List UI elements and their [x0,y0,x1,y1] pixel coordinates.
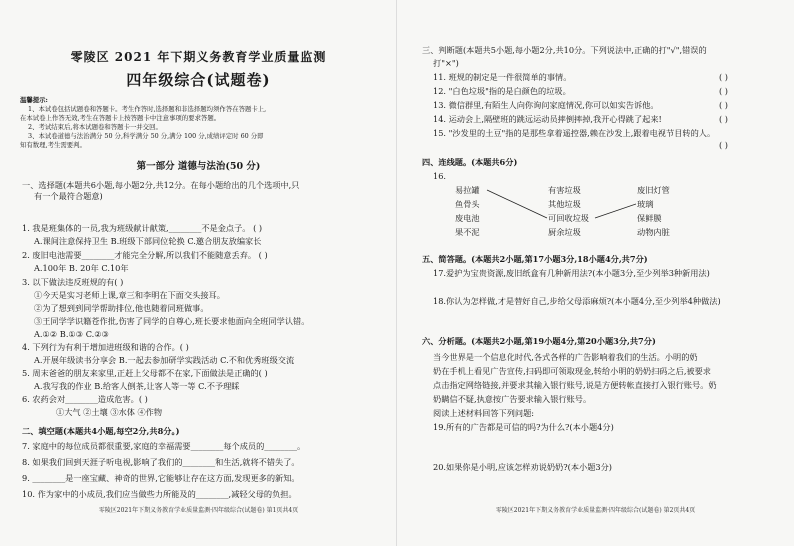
match-mid-item: 其他垃圾 [548,199,581,209]
page-footer: 零陵区2021年下期义务教育学业质量监测·四年级综合(试题卷) 第1页共4页 [98,507,299,514]
question-11: 11. 班规的制定是一件很简单的事情。 [433,72,572,82]
question-10: 10. 作为家中的小成员,我们应当做些力所能及的________,减轻父母的负担。 [22,489,297,499]
question-4: 4. 下列行为有利于增加进班级和谐的合作。( ) [22,342,189,352]
part-title: 第一部分 道德与法治(50 分) [136,161,261,172]
section-heading: 五、简答题。(本题共2小题,第17小题3分,18小题4分,共7分) [422,254,648,264]
notice-title: 温馨提示: [20,96,48,104]
match-left-item: 废电池 [455,213,480,223]
exam-title: 四年级综合(试题卷) [126,71,271,89]
section-heading: 六、分析题。(本题共2小题,第19小题4分,第20小题3分,共7分) [422,336,656,346]
question-8: 8. 如果我们回到天涯子听电视,影响了我们的________和生活,就将不错失了。 [22,457,300,467]
section-heading: 一、选择题(本题共6小题,每小题2分,共12分。在每小题给出的几个选项中,只 [22,180,300,190]
passage-line: 奶瞒信不疑,执意按广告要求输入银行账号。 [433,394,592,404]
question-17: 17.爱护为宝贵资源,废旧纸盒有几种新用法?(本小题3分,至少列举3种新用法) [433,268,710,278]
answer-paren: ( ) [719,100,728,110]
section-heading-cont: 打"×") [433,58,459,68]
question-1-options: A.课间注意保持卫生 B.班级下部同位轮换 C.邀合朋友放编家长 [34,236,262,246]
question-16: 16. [433,171,447,181]
match-right-item: 玻璃 [637,199,654,209]
section-heading: 四、连线题。(本题共6分) [422,157,518,167]
question-19: 19.所有的广告都是可信的吗?为什么?(本小题4分) [433,422,614,432]
question-5: 5. 周末爸爸的朋友来家里,正赶上父母都不在家,下面做法是正确的( ) [22,368,268,378]
question-12: 12. "白色垃圾"指的是白颜色的垃圾。 [433,86,571,96]
match-left-item: 果不泥 [455,227,480,237]
notice-line: 1、本试卷包括试题卷和答题卡。考生作答时,选择题和非选择题均须作答在答题卡上, [28,105,267,113]
question-2-options: A.100年 B. 20年 C.10年 [34,263,129,273]
passage-prompt: 阅读上述材料回答下列问题: [433,408,535,418]
passage-line: 点击指定网络链接,并要求其输入银行账号,说是方便转帐直接打入银行账号。奶 [433,380,717,390]
exam-header: 零陵区 2021 年下期义务教育学业质量监测 [70,50,327,64]
match-left-item: 鱼骨头 [455,199,480,209]
passage-line: 奶在手机上看见广告宣传,扫码即可领取现金,转给小明的奶奶扫码之后,被要求 [433,366,711,376]
question-18: 18.你认为怎样做,才是替好自己,步给父母添麻烦?(本小题4分,至少列举4种做法) [433,296,721,306]
match-right-item: 动物内脏 [637,227,670,237]
question-15: 15. "沙发里的土豆"指的是那些拿着遥控器,赖在沙发上,跟着电视节目转的人。 [433,128,716,138]
answer-paren: ( ) [719,140,728,150]
question-3-item: ①今天是实习老师上课,章三和李明在下面交头接耳。 [34,290,225,300]
question-20: 20.如果你是小明,应该怎样劝说奶奶?(本小题3分) [433,462,612,472]
question-13: 13. 微信群里,有陌生人向你询问家庭情况,你可以如实告诉他。 [433,100,659,110]
question-3: 3. 以下做法违反班规的有( ) [22,277,124,287]
match-right-item: 保鲜膜 [637,213,662,223]
notice-line: 3、本试卷道德与法治满分 50 分,科学满分 50 分,满分 100 分,成绩评定时 60 分即 [28,132,264,140]
question-3-options: A.①② B.①③ C.②③ [34,329,109,339]
question-6: 6. 农药会对________造成危害。( ) [22,394,148,404]
question-4-options: A.开展年级读书分享会 B.一起去参加研学实践活动 C.不和优秀班级交流 [34,355,295,365]
question-1: 1. 我是班集体的一员,我为班级献计献策,________不是金点子。 ( ) [22,223,263,233]
notice-line: 2、考试结束后,将本试题卷和答题卡一并交回。 [28,123,162,131]
section-heading: 三、判断题(本题共5小题,每小题2分,共10分。下列说法中,正确的打"√",错误的 [422,45,707,55]
question-3-item: ③王同学学识籍苍作批,伤害了同学的自尊心,班长要求他面向全班同学认错。 [34,316,310,326]
answer-paren: ( ) [719,72,728,82]
question-14: 14. 运动会上,隔壁班的跳远运动员摔倒摔掉,我开心得跳了起来! [433,114,662,124]
matching-lines [397,0,794,260]
match-mid-item: 可回收垃圾 [548,213,589,223]
page-footer: 零陵区2021年下期义务教育学业质量监测·四年级综合(试题卷) 第2页共4页 [495,507,696,514]
question-3-item: ②为了想到到同学帮助排位,他也随着同班做事。 [34,303,209,313]
match-mid-item: 有害垃圾 [548,185,581,195]
question-9: 9. ________是一座宝藏、神奇的世界,它能够让存在这方面,发现更多的新知。 [22,473,300,483]
question-7: 7. 家庭中的每位成员都很重要,家庭的幸福需要________每个成员的________。 [22,441,306,451]
section-heading-cont: 有一个最符合题意) [34,191,103,201]
passage-line: 当今世界是一个信息化时代,各式各样的广告影响着我们的生活。小明的奶 [433,352,698,362]
section-heading: 二、填空题(本题共4小题,每空2分,共8分。) [22,426,180,436]
notice-line: 知有数理,考生需要判。 [20,141,86,149]
question-2: 2. 废旧电池需要________才能完全分解,所以我们不能随意丢弃。 ( ) [22,250,268,260]
page-right [397,0,794,546]
answer-paren: ( ) [719,114,728,124]
answer-paren: ( ) [719,86,728,96]
match-left-item: 易拉罐 [455,185,480,195]
notice-line: 在本试卷上作答无效,考生在答题卡上按答题卡中注意事项的要求答题。 [20,114,221,122]
match-line [595,204,636,218]
match-right-item: 废旧灯管 [637,185,670,195]
question-6-options: ①大气 ②土壤 ③水体 ④作物 [56,407,163,417]
question-5-options: A.我写我的作业 B.给客人倒茶,让客人等一等 C.不予理睬 [34,381,240,391]
match-mid-item: 厨余垃圾 [548,227,581,237]
match-line [487,190,547,218]
